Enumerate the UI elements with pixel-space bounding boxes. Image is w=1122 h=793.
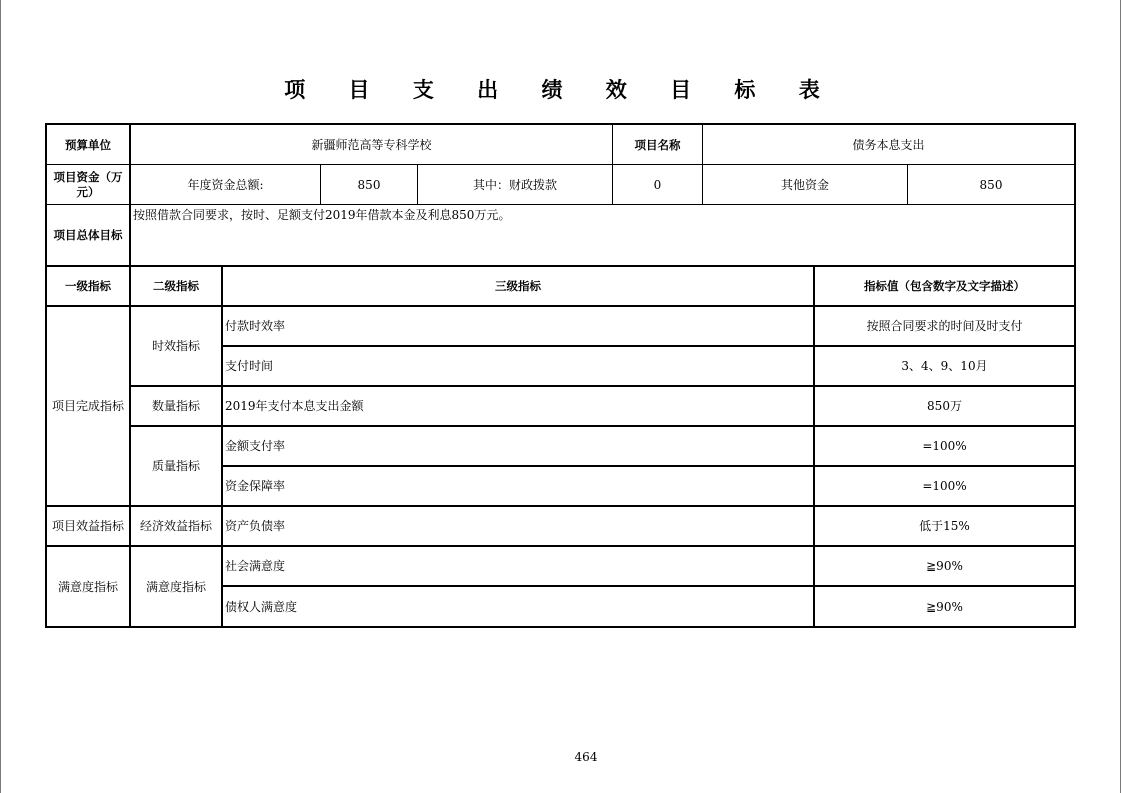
level2-quantity: 数量指标 xyxy=(151,399,200,413)
table-border-bottom xyxy=(45,626,1076,628)
level1-benefit: 项目效益指标 xyxy=(51,519,124,533)
level2-economic: 经济效益指标 xyxy=(139,519,212,533)
fiscal-allocation-label: 其中：财政拨款 xyxy=(472,177,557,192)
level3-indicator: 资产负债率 xyxy=(225,519,286,533)
fiscal-allocation-value: 0 xyxy=(653,177,662,192)
indicator-value: ≧90% xyxy=(926,559,963,573)
indicator-value: 3、4、9、10月 xyxy=(901,359,988,373)
level3-indicator: 支付时间 xyxy=(225,359,274,373)
budget-unit-value: 新疆师范高等专科学校 xyxy=(311,137,432,152)
indicator-value: =100% xyxy=(922,439,967,453)
level3-indicator: 金额支付率 xyxy=(225,439,286,453)
column-header-level1: 一级指标 xyxy=(65,279,111,293)
page-edge-right xyxy=(1120,0,1121,793)
column-header-level3: 三级指标 xyxy=(495,279,541,293)
overall-goal-label: 项目总体目标 xyxy=(53,228,123,242)
page-number: 464 xyxy=(574,750,598,764)
page-edge-left xyxy=(0,0,1,793)
level2-timeliness: 时效指标 xyxy=(151,339,200,353)
level3-indicator: 资金保障率 xyxy=(225,479,286,493)
budget-unit-label: 预算单位 xyxy=(65,137,111,152)
level3-indicator: 社会满意度 xyxy=(225,559,286,573)
annual-total-label: 年度资金总额: xyxy=(187,177,264,192)
overall-goal-value: 按照借款合同要求，按时、足额支付2019年借款本金及利息850万元。 xyxy=(133,208,511,222)
level2-satisfaction: 满意度指标 xyxy=(145,579,206,594)
other-funds-value: 850 xyxy=(979,177,1003,192)
level3-indicator: 债权人满意度 xyxy=(225,599,298,614)
page-title: 项 目 支 出 绩 效 目 标 表 xyxy=(284,78,838,102)
indicator-value: ≧90% xyxy=(926,599,963,614)
level3-indicator: 付款时效率 xyxy=(225,319,286,333)
level1-completion: 项目完成指标 xyxy=(51,399,124,413)
indicator-value: =100% xyxy=(922,479,967,493)
level2-quality: 质量指标 xyxy=(151,459,200,473)
column-header-level2: 二级指标 xyxy=(153,279,199,293)
indicator-value: 低于15% xyxy=(919,519,970,533)
level1-satisfaction: 满意度指标 xyxy=(57,579,118,594)
project-name-value: 债务本息支出 xyxy=(852,137,925,152)
indicator-value: 850万 xyxy=(927,399,962,413)
project-funds-label: 项目资金（万元） xyxy=(53,169,123,199)
column-header-value: 指标值（包含数字及文字描述） xyxy=(864,279,1025,293)
level3-indicator: 2019年支付本息支出金额 xyxy=(225,399,364,413)
table-border-right xyxy=(1074,123,1076,628)
project-name-label: 项目名称 xyxy=(634,137,681,152)
annual-total-value: 850 xyxy=(357,177,381,192)
other-funds-label: 其他资金 xyxy=(780,177,829,192)
indicator-value: 按照合同要求的时间及时支付 xyxy=(866,319,1023,333)
